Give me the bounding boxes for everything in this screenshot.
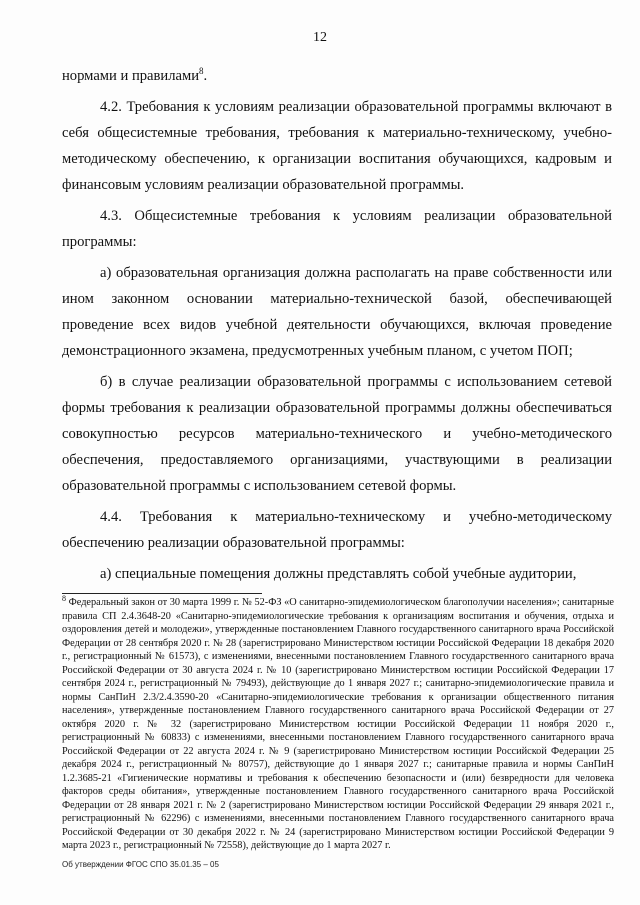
footnote-reference[interactable]: 8 [199, 66, 204, 76]
paragraph-4-2: 4.2. Требования к условиям реализации образовательной программы включают в себя общесистемные требования, требования к материально-техническому, учебно-методическому обеспечению, к организации воспитания обучающихся, кадровым и финансовым условиям реализации образовательной программы. [62, 99, 612, 193]
paragraph-continuation: нормами и правилами$^8$. [62, 66, 208, 84]
paragraph-4-4-a: а) специальные помещения должны представлять собой учебные аудитории, [100, 566, 577, 582]
footnote-marker: 8 [62, 594, 66, 603]
footnote [62, 596, 614, 853]
paragraph-4-4: 4.4. Требования к материально-техническому и учебно-методическому обеспечению реализации образовательной программы: [62, 509, 612, 551]
document-body [62, 63, 612, 592]
paragraph-4-3-a: а) образовательная организация должна располагать на праве собственности или ином законном основании материально-технической базой, обеспечивающей проведение всех видов учебной деятельности обучающихся, включая проведение демонстрационного экзамена, предусмотренных учебным планом, с учетом ПОП; [62, 265, 612, 359]
paragraph-4-3: 4.3. Общесистемные требования к условиям реализации образовательной программы: [62, 208, 612, 250]
footnote-text: Федеральный закон от 30 марта 1999 г. № 52-ФЗ «О санитарно-эпидемиологическом благополучии населения»; санитарные правила СП 2.4.3648-20 «Санитарно-эпидемиологические требования к организациям воспитания и обучения, отдыха и оздоровления детей и молодежи», утвержденные постановлением Главного государственного санитарного врача Российской Федерации от 28 сентября 2020 г. № 28 (зарегистрировано Министерством юстиции Российской Федерации 18 декабря 2020 г., регистрационный № 61573), с изменениями, внесенными постановлением Главного государственного санитарного врача Российской Федерации от 30 августа 2024 г. № 10 (зарегистрировано Министерством юстиции Российской Федерации 17 сентября 2024 г., регистрационный № 79493), действующие до 1 января 2027 г.; санитарно-эпидемиологические правила и нормы СанПиН 2.3/2.4.3590-20 «Санитарно-эпидемиологические требования к организации общественного питания населения», утвержденные постановлением Главного государственного санитарного врача Российской Федерации от 27 октября 2020 г. № 32 (зарегистрировано Министерством юстиции Российской Федерации 11 ноября 2020 г., регистрационный № 60833) с изменениями, внесенными постановлением Главного государственного санитарного врача Российской Федерации от 22 августа 2024 г. № 9 (зарегистрировано Министерством юстиции Российской Федерации 25 декабря 2024 г., регистрационный № 80757), действующие до 1 января 2027 г.; санитарные правила и нормы СанПиН 1.2.3685-21 «Гигиенические нормативы и требования к обеспечению безопасности и (или) безвредности для человека факторов среды обитания», утвержденные постановлением Главного государственного санитарного врача Российской Федерации от 28 января 2021 г. № 2 (зарегистрировано Министерством юстиции Российской Федерации 29 января 2021 г., регистрационный № 62296) с изменениями, внесенными постановлением Главного государственного санитарного врача Российской Федерации от 30 декабря 2022 г. № 24 (зарегистрировано Министерством юстиции Российской Федерации 9 марта 2023 г., регистрационный № 72558), действующие до 1 марта 2027 г. [62, 597, 614, 851]
paragraph-4-3-b: б) в случае реализации образовательной программы с использованием сетевой формы требования к реализации образовательной программы должны обеспечиваться совокупностью ресурсов материально-технического и учебно-методического обеспечения, предоставляемого организациями, участвующими в реализации образовательной программы с использованием сетевой формы. [62, 374, 612, 494]
page-footer: Об утверждении ФГОС СПО 35.01.35 – 05 [62, 860, 219, 869]
page-number: 12 [313, 30, 327, 45]
footnote-separator [62, 593, 262, 594]
